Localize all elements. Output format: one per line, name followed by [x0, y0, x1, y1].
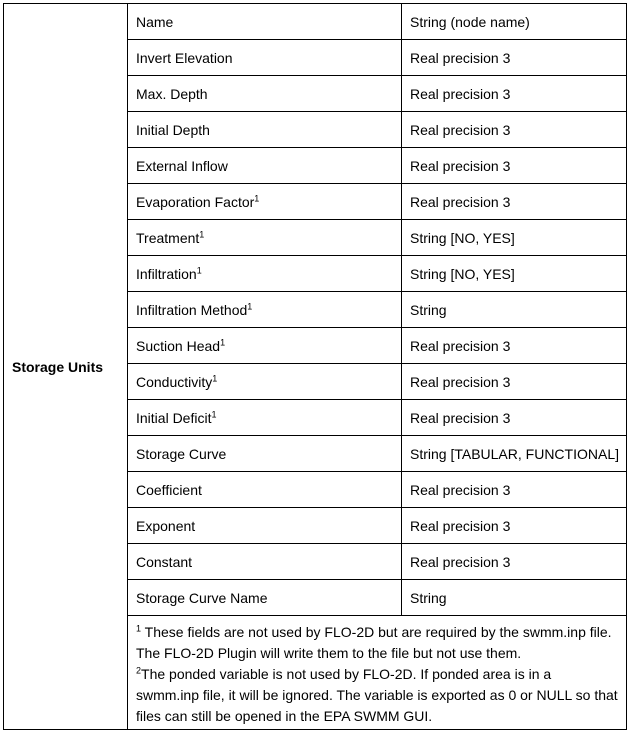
field-name: Infiltration Method: [136, 301, 248, 318]
field-type: String [TABULAR, FUNCTIONAL]: [402, 436, 627, 472]
group-label: Storage Units: [4, 4, 128, 730]
footnote-marker: 1: [196, 264, 202, 275]
field-type: Real precision 3: [402, 184, 627, 220]
field-name: Initial Deficit: [136, 409, 212, 426]
footnote: [136, 622, 618, 664]
field-name-cell: [128, 76, 402, 112]
field-name: Storage Curve: [136, 445, 227, 462]
field-name-cell: [128, 436, 402, 472]
field-name-cell: [128, 364, 402, 400]
field-name-cell: [128, 184, 402, 220]
field-name: Evaporation Factor: [136, 193, 255, 210]
field-name-cell: [128, 112, 402, 148]
field-name: Suction Head: [136, 337, 221, 354]
field-name: Storage Curve Name: [136, 589, 268, 606]
field-type: Real precision 3: [402, 40, 627, 76]
field-type: String: [402, 580, 627, 616]
field-name: Coefficient: [136, 481, 202, 498]
field-type: Real precision 3: [402, 400, 627, 436]
field-name-cell: [128, 4, 402, 40]
field-name: Constant: [136, 553, 193, 570]
field-name-cell: [128, 400, 402, 436]
field-type: String [NO, YES]: [402, 220, 627, 256]
field-type: Real precision 3: [402, 112, 627, 148]
footnote-text: These fields are not used by FLO-2D but are required by the swmm.inp file. The FLO-2D Plugin will write them to the file but not use them.: [136, 624, 612, 661]
field-name-cell: [128, 292, 402, 328]
field-name-cell: [128, 148, 402, 184]
footnote-marker: 1: [247, 300, 253, 311]
footnote-number: 2: [136, 665, 142, 676]
field-type: String: [402, 292, 627, 328]
footnote-text: The ponded variable is not used by FLO-2D. If ponded area is in a swmm.inp file, it will be ignored. The variable is exported as 0 or NULL so that files can still be opened in the EPA SWMM GUI.: [136, 666, 618, 724]
field-name: External Inflow: [136, 157, 228, 174]
field-name: Conductivity: [136, 373, 213, 390]
field-name-cell: [128, 544, 402, 580]
field-type: Real precision 3: [402, 472, 627, 508]
footnote-marker: 1: [254, 192, 260, 203]
field-name-cell: [128, 508, 402, 544]
field-type: Real precision 3: [402, 328, 627, 364]
field-name: Initial Depth: [136, 121, 210, 138]
field-name: Treatment: [136, 229, 200, 246]
footnote: [136, 664, 618, 727]
footnote-marker: 1: [199, 228, 205, 239]
field-name: Invert Elevation: [136, 49, 233, 66]
field-type: Real precision 3: [402, 544, 627, 580]
field-name-cell: [128, 328, 402, 364]
storage-units-table: [3, 3, 627, 730]
footnotes: [128, 616, 627, 730]
field-name: Exponent: [136, 517, 196, 534]
field-name: Name: [136, 13, 174, 30]
field-type: String [NO, YES]: [402, 256, 627, 292]
field-name-cell: [128, 40, 402, 76]
field-name: Infiltration: [136, 265, 197, 282]
field-type: Real precision 3: [402, 148, 627, 184]
field-type: Real precision 3: [402, 364, 627, 400]
table-row: [4, 4, 627, 40]
field-name-cell: [128, 472, 402, 508]
field-name-cell: [128, 220, 402, 256]
footnote-number: 1: [136, 623, 142, 634]
field-type: Real precision 3: [402, 508, 627, 544]
footnote-marker: 1: [212, 372, 218, 383]
footnote-marker: 1: [211, 408, 217, 419]
field-name-cell: [128, 580, 402, 616]
field-type: String (node name): [402, 4, 627, 40]
field-name: Max. Depth: [136, 85, 208, 102]
field-type: Real precision 3: [402, 76, 627, 112]
field-name-cell: [128, 256, 402, 292]
footnote-marker: 1: [220, 336, 226, 347]
